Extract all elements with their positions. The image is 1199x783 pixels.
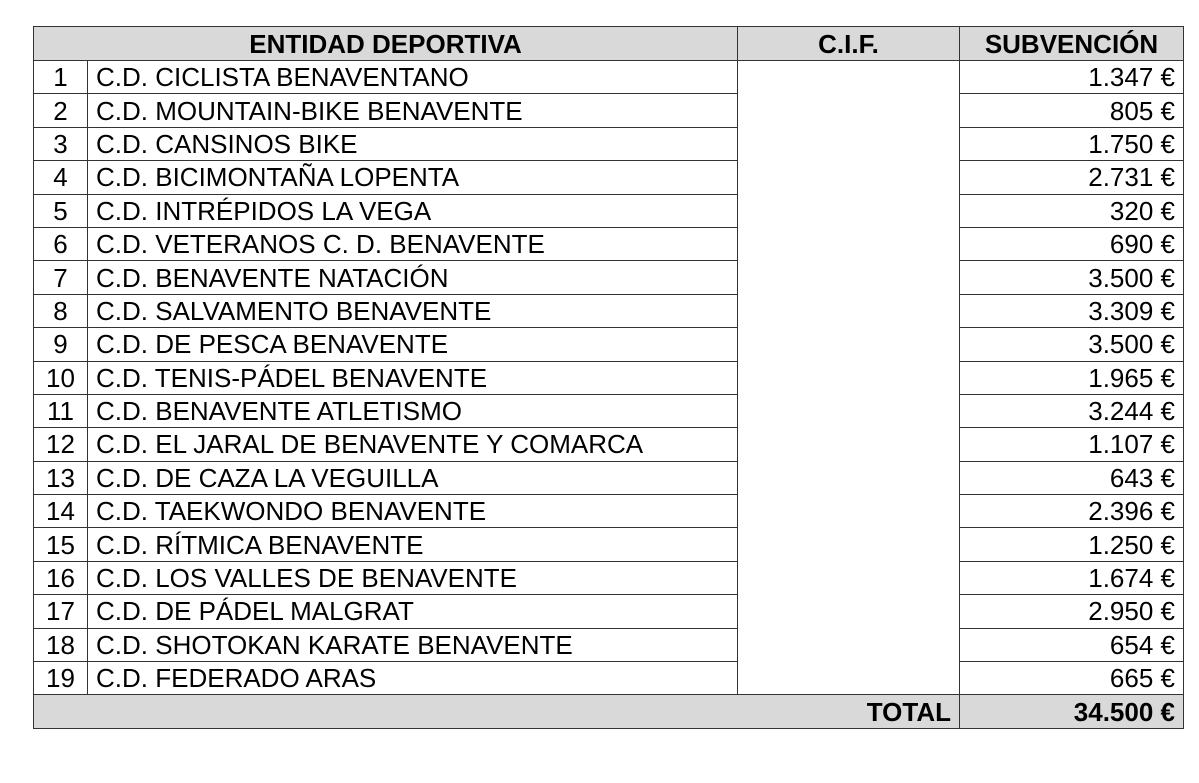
table-row: [34, 495, 1184, 528]
total-row: [34, 695, 1184, 729]
row-number: 2: [34, 94, 88, 127]
entity-name: C.D. TENIS-PÁDEL BENAVENTE: [88, 361, 738, 394]
grants-table: [33, 26, 1184, 729]
row-number: 9: [34, 328, 88, 361]
table-row: [34, 394, 1184, 427]
row-number: 5: [34, 194, 88, 227]
entity-name: C.D. DE PESCA BENAVENTE: [88, 328, 738, 361]
grant-amount: 690 €: [960, 227, 1184, 260]
cif-cell: [738, 294, 960, 327]
table-row: [34, 61, 1184, 94]
table-row: [34, 294, 1184, 327]
grant-amount: 2.396 €: [960, 495, 1184, 528]
total-label: TOTAL: [34, 695, 960, 729]
entity-name: C.D. CANSINOS BIKE: [88, 127, 738, 160]
cif-cell: [738, 528, 960, 561]
grant-amount: 1.674 €: [960, 561, 1184, 594]
row-number: 12: [34, 428, 88, 461]
entity-name: C.D. SHOTOKAN KARATE BENAVENTE: [88, 628, 738, 661]
grant-amount: 320 €: [960, 194, 1184, 227]
grant-amount: 3.500 €: [960, 328, 1184, 361]
row-number: 13: [34, 461, 88, 494]
table-row: [34, 261, 1184, 294]
row-number: 11: [34, 394, 88, 427]
row-number: 4: [34, 161, 88, 194]
cif-cell: [738, 94, 960, 127]
cif-cell: [738, 662, 960, 695]
grant-amount: 2.731 €: [960, 161, 1184, 194]
table-header: [34, 27, 1184, 61]
entity-name: C.D. DE PÁDEL MALGRAT: [88, 595, 738, 628]
cif-cell: [738, 628, 960, 661]
grant-amount: 665 €: [960, 662, 1184, 695]
table-row: [34, 361, 1184, 394]
grant-amount: 1.965 €: [960, 361, 1184, 394]
row-number: 17: [34, 595, 88, 628]
grant-amount: 643 €: [960, 461, 1184, 494]
entity-name: C.D. MOUNTAIN-BIKE BENAVENTE: [88, 94, 738, 127]
grant-amount: 3.309 €: [960, 294, 1184, 327]
cif-cell: [738, 261, 960, 294]
table-row: [34, 628, 1184, 661]
row-number: 16: [34, 561, 88, 594]
entity-name: C.D. TAEKWONDO BENAVENTE: [88, 495, 738, 528]
grant-amount: 3.244 €: [960, 394, 1184, 427]
table-row: [34, 328, 1184, 361]
cif-cell: [738, 495, 960, 528]
table-footer: [34, 695, 1184, 729]
cif-cell: [738, 61, 960, 94]
grant-amount: 1.250 €: [960, 528, 1184, 561]
entity-name: C.D. EL JARAL DE BENAVENTE Y COMARCA: [88, 428, 738, 461]
grant-amount: 805 €: [960, 94, 1184, 127]
row-number: 7: [34, 261, 88, 294]
cif-cell: [738, 428, 960, 461]
cif-cell: [738, 227, 960, 260]
cif-cell: [738, 194, 960, 227]
row-number: 18: [34, 628, 88, 661]
entity-name: C.D. BENAVENTE ATLETISMO: [88, 394, 738, 427]
cif-cell: [738, 394, 960, 427]
row-number: 6: [34, 227, 88, 260]
entity-name: C.D. DE CAZA LA VEGUILLA: [88, 461, 738, 494]
cif-cell: [738, 595, 960, 628]
header-grant: SUBVENCIÓN: [960, 27, 1184, 61]
entity-name: C.D. INTRÉPIDOS LA VEGA: [88, 194, 738, 227]
grant-amount: 1.347 €: [960, 61, 1184, 94]
entity-name: C.D. BICIMONTAÑA LOPENTA: [88, 161, 738, 194]
cif-cell: [738, 461, 960, 494]
table-row: [34, 561, 1184, 594]
header-entity: ENTIDAD DEPORTIVA: [34, 27, 738, 61]
row-number: 19: [34, 662, 88, 695]
row-number: 14: [34, 495, 88, 528]
entity-name: C.D. SALVAMENTO BENAVENTE: [88, 294, 738, 327]
table-row: [34, 194, 1184, 227]
grant-amount: 3.500 €: [960, 261, 1184, 294]
grant-amount: 1.750 €: [960, 127, 1184, 160]
table-body: [34, 61, 1184, 695]
entity-name: C.D. VETERANOS C. D. BENAVENTE: [88, 227, 738, 260]
table-row: [34, 227, 1184, 260]
grant-amount: 2.950 €: [960, 595, 1184, 628]
entity-name: C.D. CICLISTA BENAVENTANO: [88, 61, 738, 94]
total-amount: 34.500 €: [960, 695, 1184, 729]
cif-cell: [738, 328, 960, 361]
table-row: [34, 94, 1184, 127]
table-row: [34, 127, 1184, 160]
table-row: [34, 428, 1184, 461]
row-number: 8: [34, 294, 88, 327]
grant-amount: 1.107 €: [960, 428, 1184, 461]
cif-cell: [738, 361, 960, 394]
table-row: [34, 662, 1184, 695]
row-number: 1: [34, 61, 88, 94]
table-row: [34, 528, 1184, 561]
row-number: 15: [34, 528, 88, 561]
table-row: [34, 161, 1184, 194]
row-number: 10: [34, 361, 88, 394]
row-number: 3: [34, 127, 88, 160]
entity-name: C.D. FEDERADO ARAS: [88, 662, 738, 695]
cif-cell: [738, 161, 960, 194]
header-row: [34, 27, 1184, 61]
entity-name: C.D. RÍTMICA BENAVENTE: [88, 528, 738, 561]
cif-cell: [738, 561, 960, 594]
cif-cell: [738, 127, 960, 160]
grant-amount: 654 €: [960, 628, 1184, 661]
entity-name: C.D. LOS VALLES DE BENAVENTE: [88, 561, 738, 594]
header-cif: C.I.F.: [738, 27, 960, 61]
table-row: [34, 461, 1184, 494]
table-row: [34, 595, 1184, 628]
entity-name: C.D. BENAVENTE NATACIÓN: [88, 261, 738, 294]
